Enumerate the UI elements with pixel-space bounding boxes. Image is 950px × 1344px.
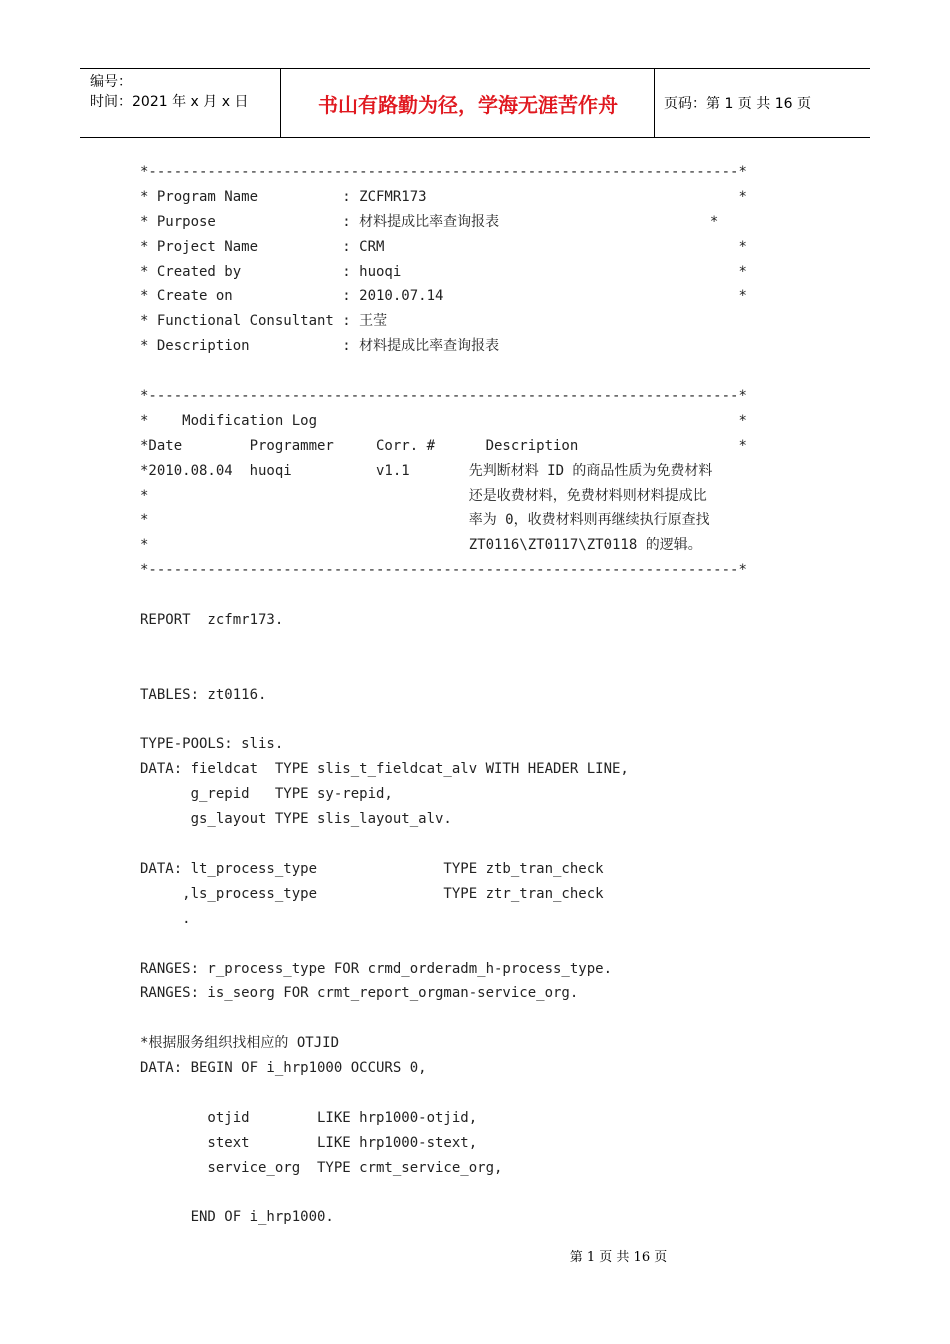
- code-line: stext LIKE hrp1000-stext,: [140, 1134, 478, 1151]
- code-line: *根据服务组织找相应的 OTJID: [140, 1035, 340, 1052]
- code-line: gs_layout TYPE slis_layout_alv.: [140, 811, 452, 828]
- code-line: RANGES: is_seorg FOR crmt_report_orgman-service_org.: [140, 985, 579, 1002]
- code-line: * 率为 0，收费材料则再继续执行原查找: [140, 512, 710, 529]
- code-line: otjid LIKE hrp1000-otjid,: [140, 1109, 478, 1126]
- code-line: [140, 1181, 780, 1206]
- code-line: TABLES: zt0116.: [140, 686, 267, 703]
- code-line: *2010.08.04 huoqi v1.1 先判断材料 ID 的商品性质为免费材料: [140, 462, 713, 479]
- code-line: ,ls_process_type TYPE ztr_tran_check: [140, 885, 604, 902]
- header-page-info: 页码：第 1 页 共 16 页: [664, 96, 811, 112]
- code-line: [140, 658, 780, 683]
- code-line: REPORT zcfmr173.: [140, 612, 284, 629]
- code-line: [140, 1006, 780, 1031]
- code-line: * 还是收费材料，免费材料则材料提成比: [140, 487, 707, 504]
- code-line: *Date Programmer Corr. # Description *: [140, 437, 747, 454]
- code-line: * Modification Log *: [140, 412, 747, 429]
- code-line: * Program Name : ZCFMR173 *: [140, 188, 747, 205]
- code-line: [140, 932, 780, 957]
- header-divider: [280, 69, 281, 137]
- code-line: g_repid TYPE sy-repid,: [140, 786, 393, 803]
- code-line: RANGES: r_process_type FOR crmd_orderadm_h-process_type.: [140, 960, 613, 977]
- footer-page-number: 第 1 页 共 16 页: [569, 1250, 668, 1265]
- code-line: service_org TYPE crmt_service_org,: [140, 1159, 503, 1176]
- code-line: [140, 359, 780, 384]
- abap-source-code: [140, 160, 780, 1230]
- code-line: [140, 708, 780, 733]
- code-line: *----------------------------------------------------------------------*: [140, 388, 747, 405]
- code-line: [140, 832, 780, 857]
- code-line: * Description : 材料提成比率查询报表: [140, 338, 500, 355]
- code-line: DATA: BEGIN OF i_hrp1000 OCCURS 0,: [140, 1060, 427, 1077]
- code-line: * Purpose : 材料提成比率查询报表 *: [140, 213, 719, 230]
- header-meta: [90, 72, 280, 112]
- code-line: * Created by : huoqi *: [140, 263, 747, 280]
- code-line: [140, 583, 780, 608]
- page-footer: [0, 1246, 950, 1265]
- code-line: *----------------------------------------------------------------------*: [140, 562, 747, 579]
- code-line: * Functional Consultant : 王莹: [140, 313, 388, 330]
- code-line: * Project Name : CRM *: [140, 238, 747, 255]
- code-line: DATA: lt_process_type TYPE ztb_tran_check: [140, 860, 604, 877]
- page-header: [80, 68, 870, 138]
- code-line: [140, 1081, 780, 1106]
- number-label: 编号：: [90, 74, 132, 90]
- code-line: * ZT0116\ZT0117\ZT0118 的逻辑。: [140, 537, 702, 554]
- code-line: *----------------------------------------------------------------------*: [140, 164, 747, 180]
- code-line: DATA: fieldcat TYPE slis_t_fieldcat_alv WITH HEADER LINE,: [140, 761, 629, 778]
- code-line: END OF i_hrp1000.: [140, 1209, 334, 1226]
- header-divider: [654, 69, 655, 137]
- code-line: * Create on : 2010.07.14 *: [140, 288, 747, 305]
- header-motto: 书山有路勤为径，学海无涯苦作舟: [318, 92, 618, 117]
- time-label: 时间：2021 年 x 月 x 日: [90, 94, 249, 110]
- code-line: [140, 633, 780, 658]
- code-line: .: [140, 910, 191, 927]
- code-line: TYPE-POOLS: slis.: [140, 736, 284, 753]
